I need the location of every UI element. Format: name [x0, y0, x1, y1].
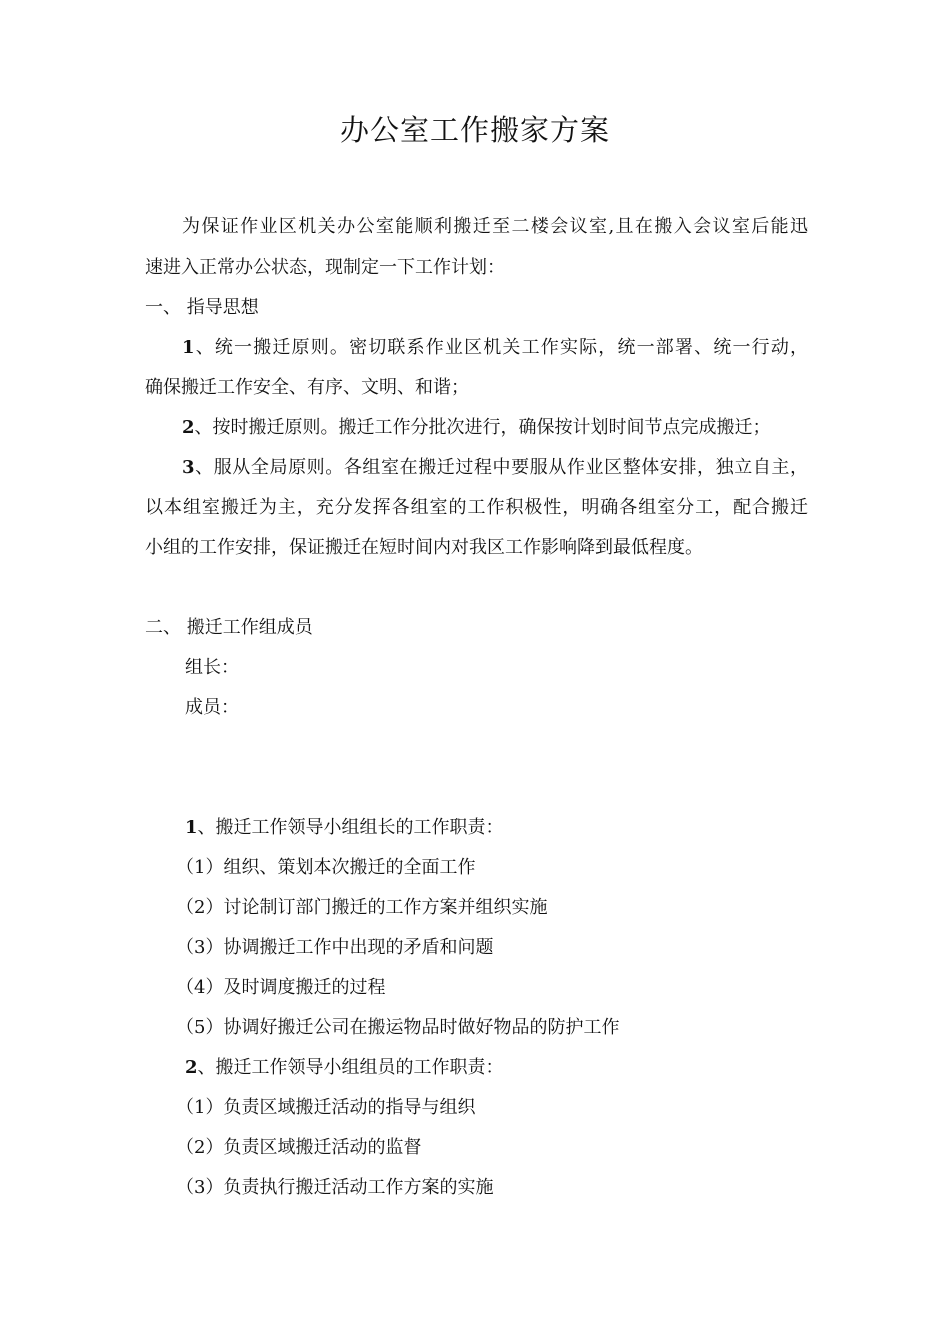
intro-line-1: 为保证作业区机关办公室能顺利搬迁至二楼会议室,且在搬入会议室后能迅	[182, 216, 808, 237]
leader-duty-item: （5）协调好搬迁公司在搬运物品时做好物品的防护工作	[176, 1017, 620, 1038]
member-duty-item: （3）负责执行搬迁活动工作方案的实施	[176, 1177, 494, 1198]
leader-duty-item: （3）协调搬迁工作中出现的矛盾和问题	[176, 937, 494, 958]
leader-duty-item: （2）讨论制订部门搬迁的工作方案并组织实施	[176, 897, 548, 918]
document-title: 办公室工作搬家方案	[339, 113, 610, 147]
principle-1-line-2: 确保搬迁工作安全、有序、文明、和谐；	[145, 377, 469, 398]
leader-duty-item: （4）及时调度搬迁的过程	[176, 977, 386, 998]
group-members-label: 成员：	[185, 697, 239, 718]
principle-1-text: 、统一搬迁原则。密切联系作业区机关工作实际，统一部署、统一行动，	[194, 337, 808, 358]
principle-2-text: 、按时搬迁原则。搬迁工作分批次进行，确保按计划时间节点完成搬迁；	[194, 417, 771, 438]
member-duties-heading	[185, 1055, 504, 1081]
leader-duties-number: 1	[185, 817, 198, 838]
leader-duty-item: （1）组织、策划本次搬迁的全面工作	[176, 857, 476, 878]
leader-duties-heading	[185, 815, 504, 841]
principle-2-number: 2	[182, 417, 195, 438]
principle-3-line-1	[182, 455, 808, 481]
principle-1-line-1	[182, 335, 808, 361]
section-1-heading: 一、 指导思想	[145, 297, 259, 318]
intro-line-2: 速进入正常办公状态，现制定一下工作计划：	[145, 257, 505, 278]
member-duties-text: 、搬迁工作领导小组组员的工作职责：	[197, 1057, 504, 1078]
member-duties-number: 2	[185, 1057, 198, 1078]
leader-duties-text: 、搬迁工作领导小组组长的工作职责：	[197, 817, 504, 838]
principle-2-line-1	[182, 415, 771, 441]
member-duty-item: （1）负责区域搬迁活动的指导与组织	[176, 1097, 476, 1118]
principle-3-line-2: 以本组室搬迁为主，充分发挥各组室的工作积极性，明确各组室分工，配合搬迁	[145, 497, 808, 518]
principle-3-line-3: 小组的工作安排，保证搬迁在短时间内对我区工作影响降到最低程度。	[145, 537, 703, 558]
member-duty-item: （2）负责区域搬迁活动的监督	[176, 1137, 422, 1158]
principle-3-text: 、服从全局原则。各组室在搬迁过程中要服从作业区整体安排，独立自主，	[194, 457, 808, 478]
group-leader-label: 组长：	[185, 657, 239, 678]
principle-1-number: 1	[182, 337, 195, 358]
section-2-heading: 二、 搬迁工作组成员	[145, 617, 313, 638]
principle-3-number: 3	[182, 457, 195, 478]
